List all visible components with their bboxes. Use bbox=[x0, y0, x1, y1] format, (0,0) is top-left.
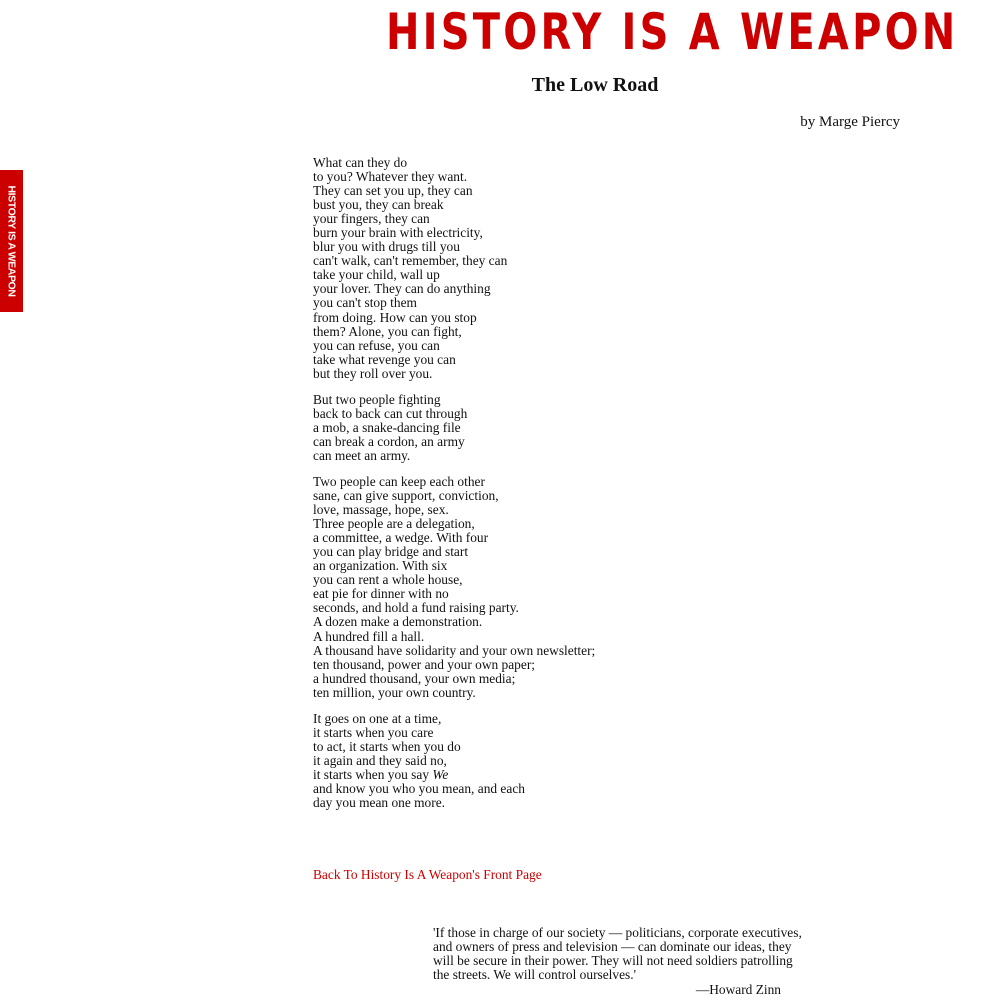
poem-line: you can rent a whole house, bbox=[313, 572, 463, 588]
poem-line: it starts when you care bbox=[313, 724, 434, 740]
poem-line: eat pie for dinner with no bbox=[313, 586, 449, 602]
poem-line: your fingers, they can bbox=[313, 211, 430, 227]
poem-line: you can't stop them bbox=[313, 295, 417, 311]
stanza bbox=[313, 712, 913, 810]
poem-line: take what revenge you can bbox=[313, 351, 456, 367]
poem-line: ten thousand, power and your own paper; bbox=[313, 656, 536, 672]
poem-body bbox=[313, 156, 913, 822]
poem-byline: by Marge Piercy bbox=[800, 114, 900, 130]
poem-line: it again and they said no, bbox=[313, 752, 447, 768]
poem-line: But two people fighting bbox=[313, 391, 441, 407]
poem-line: What can they do bbox=[313, 155, 408, 170]
poem-line: sane, can give support, conviction, bbox=[313, 488, 499, 504]
poem-line-text: it starts when you say bbox=[313, 766, 433, 782]
poem-line: a mob, a snake-dancing file bbox=[313, 419, 461, 435]
stanza bbox=[313, 156, 913, 381]
poem-line: to you? Whatever they want. bbox=[313, 169, 468, 185]
poem-title: The Low Road bbox=[531, 74, 659, 96]
poem-line: Two people can keep each other bbox=[313, 473, 485, 489]
poem-line: take your child, wall up bbox=[313, 267, 440, 283]
back-to-front-page-link[interactable]: Back To History Is A Weapon's Front Page bbox=[313, 867, 542, 882]
poem-line: can break a cordon, an army bbox=[313, 433, 465, 449]
poem-line: from doing. How can you stop bbox=[313, 309, 477, 325]
poem-line: and know you who you mean, and each bbox=[313, 780, 525, 796]
poem-line: your lover. They can do anything bbox=[313, 281, 491, 297]
poem-line: A thousand have solidarity and your own newsletter; bbox=[313, 642, 596, 658]
poem-line: love, massage, hope, sex. bbox=[313, 502, 449, 518]
quote-line: will be secure in their power. They will not need soldiers patrolling bbox=[433, 953, 793, 969]
poem-line: but they roll over you. bbox=[313, 365, 433, 381]
poem-line: It goes on one at a time, bbox=[313, 710, 442, 726]
poem-line: a committee, a wedge. With four bbox=[313, 530, 489, 546]
poem-line: burn your brain with electricity, bbox=[313, 225, 483, 241]
poem-line: blur you with drugs till you bbox=[313, 239, 460, 255]
poem-line: day you mean one more. bbox=[313, 795, 446, 811]
poem-line: ten million, your own country. bbox=[313, 684, 476, 700]
side-tab-logo[interactable] bbox=[0, 170, 23, 312]
quote-line: the streets. We will control ourselves.' bbox=[433, 967, 637, 983]
emphasis-word: We bbox=[432, 766, 449, 782]
poem-line: a hundred thousand, your own media; bbox=[313, 670, 516, 686]
poem-line: A dozen make a demonstration. bbox=[313, 614, 483, 630]
poem-line: an organization. With six bbox=[313, 558, 448, 574]
quote-block bbox=[433, 925, 802, 983]
stanza bbox=[313, 475, 913, 700]
stanza bbox=[313, 393, 913, 463]
poem-line bbox=[313, 768, 913, 782]
poem-line: you can play bridge and start bbox=[313, 544, 469, 560]
poem-line: can meet an army. bbox=[313, 447, 411, 463]
side-tab-label: HISTORY IS A WEAPON bbox=[5, 185, 18, 297]
poem-line: Three people are a delegation, bbox=[313, 516, 475, 532]
site-logo[interactable]: HISTORY IS A WEAPON bbox=[386, 3, 959, 61]
poem-line: can't walk, can't remember, they can bbox=[313, 253, 508, 269]
poem-line: They can set you up, they can bbox=[313, 183, 473, 199]
poem-line: bust you, they can break bbox=[313, 197, 444, 213]
poem-line: seconds, and hold a fund raising party. bbox=[313, 600, 519, 616]
quote-attribution: —Howard Zinn bbox=[695, 982, 781, 997]
poem-line: them? Alone, you can fight, bbox=[313, 323, 462, 339]
poem-line: to act, it starts when you do bbox=[313, 738, 461, 754]
quote-line: and owners of press and television — can dominate our ideas, they bbox=[433, 939, 792, 955]
poem-line: back to back can cut through bbox=[313, 405, 468, 421]
poem-line: you can refuse, you can bbox=[313, 337, 440, 353]
quote-line: 'If those in charge of our society — politicians, corporate executives, bbox=[433, 925, 802, 940]
poem-line: A hundred fill a hall. bbox=[313, 628, 425, 644]
